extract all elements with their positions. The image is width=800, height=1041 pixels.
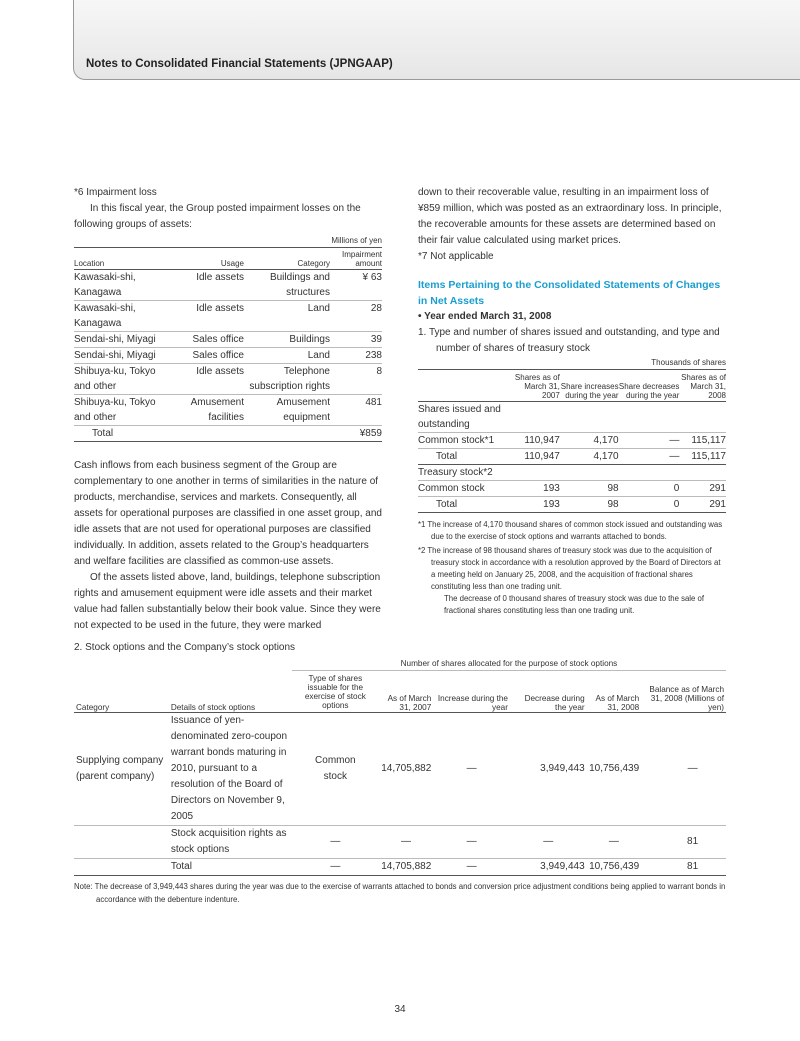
shares-col-label bbox=[418, 370, 509, 402]
shares-row-label: Common stock*1 bbox=[418, 435, 495, 446]
shares-row-value: — bbox=[669, 451, 680, 462]
impairment-para-2: Of the assets listed above, land, buildings, telephone subscription rights and amusement equipment were idle assets and their market value had fallen substantially below their book value. Since they were not expected to be used in the future, they were marked bbox=[74, 572, 381, 631]
shares-row-label: Shares issued and outstanding bbox=[418, 404, 501, 430]
impairment-para-continued: down to their recoverable value, resulting in an impairment loss of ¥859 million, which was posted as an extraordinary loss. In principle, the recoverable amounts for these assets are determined based on their fair value calculated using market prices. bbox=[418, 187, 722, 246]
imp-location: Kawasaki-shi, Kanagawa bbox=[74, 303, 136, 329]
so-row1-v3: 3,949,443 bbox=[540, 763, 585, 774]
table-row bbox=[418, 465, 726, 481]
col-impairment-amount: Impairment amount bbox=[341, 250, 382, 268]
shares-row-label: Common stock bbox=[418, 483, 485, 494]
shares-row-label: Total bbox=[436, 499, 458, 510]
so-total-v3: 3,949,443 bbox=[540, 861, 585, 872]
shares-row-value bbox=[509, 402, 560, 433]
so-row2-details: Stock acquisition rights as stock options bbox=[170, 828, 287, 855]
shares-row-value: 98 bbox=[607, 499, 619, 510]
shares-row-value: 98 bbox=[607, 483, 619, 494]
so-row1-type: Common stock bbox=[315, 755, 356, 782]
stock-options-section bbox=[74, 642, 726, 906]
imp-location: Sendai-shi, Miyagi bbox=[74, 334, 156, 345]
so-col-decrease: Decrease during the year bbox=[524, 694, 585, 712]
imp-category: Land bbox=[307, 350, 330, 361]
so-col-balance: Balance as of March 31, 2008 (Millions of yen) bbox=[649, 685, 724, 712]
imp-usage: Amusement facilities bbox=[190, 397, 244, 423]
shares-col-decrease: Share decreases during the year bbox=[618, 382, 680, 400]
imp-amount: 238 bbox=[365, 350, 382, 361]
imp-location: Shibuya-ku, Tokyo and other bbox=[74, 397, 156, 423]
shares-row-value bbox=[509, 465, 560, 481]
so-row2-v4: — bbox=[608, 836, 619, 847]
table-row bbox=[418, 497, 726, 513]
shares-row-value bbox=[619, 402, 680, 433]
shares-footnotes bbox=[418, 519, 726, 617]
footnote-2: *2 The increase of 98 thousand shares of treasury stock was due to the acquisition of treasury stock in accordance with a resolution approved by the Board of Directors at a meeting held on January 25, 2008, and the acquisition of fractional shares constituting less than one trading unit. bbox=[418, 546, 721, 591]
shares-row-value: 110,947 bbox=[524, 451, 560, 462]
imp-usage: Sales office bbox=[192, 334, 244, 345]
year-heading: • Year ended March 31, 2008 bbox=[418, 311, 552, 322]
imp-total-blank bbox=[244, 426, 330, 442]
table-row bbox=[418, 449, 726, 465]
page-number: 34 bbox=[394, 1004, 406, 1015]
imp-location: Shibuya-ku, Tokyo and other bbox=[74, 366, 156, 392]
imp-usage: Idle assets bbox=[196, 366, 244, 377]
impairment-para-1: Cash inflows from each business segment of the Group are complementary to one another in terms of similarities in the nature of products, merchandise, services and markets. Consequently, all assets for operational purposes are classified in one asset group, and idle assets that are not used for operational purposes are classified individually. In addition, assets related to the Group’s headquarters and welfare facilities are classified as common-use assets. bbox=[74, 460, 382, 567]
left-column bbox=[74, 185, 382, 634]
col-category: Category bbox=[297, 259, 330, 268]
shares-row-value: — bbox=[669, 435, 680, 446]
shares-row-value: 291 bbox=[709, 483, 726, 494]
so-row1-v2: — bbox=[466, 763, 477, 774]
stock-options-table bbox=[74, 659, 726, 876]
shares-col-2008: Shares as of March 31, 2008 bbox=[681, 373, 726, 400]
imp-amount: 481 bbox=[365, 397, 382, 408]
imp-usage: Idle assets bbox=[196, 272, 244, 283]
so-row2-v2: — bbox=[466, 836, 477, 847]
table-row bbox=[418, 433, 726, 449]
shares-row-value bbox=[560, 465, 619, 481]
table-row bbox=[74, 332, 382, 348]
so-row1-v1: 14,705,882 bbox=[381, 763, 432, 774]
so-total-v5: 81 bbox=[687, 861, 699, 872]
page-header-title: Notes to Consolidated Financial Statements (JPNGAAP) bbox=[86, 58, 393, 70]
col-location: Location bbox=[74, 259, 105, 268]
shares-row-value: 115,117 bbox=[691, 451, 726, 462]
impairment-units: Millions of yen bbox=[331, 236, 382, 245]
shares-row-value bbox=[679, 465, 726, 481]
shares-row-value: 0 bbox=[673, 483, 680, 494]
table-row bbox=[74, 364, 382, 395]
so-col-category: Category bbox=[76, 703, 110, 712]
shares-row-value: 193 bbox=[543, 499, 560, 510]
so-row2-type: — bbox=[330, 836, 341, 847]
imp-amount: 39 bbox=[370, 334, 382, 345]
shares-row-value: 0 bbox=[673, 499, 680, 510]
shares-row-label: Total bbox=[436, 451, 458, 462]
so-row1-v4: 10,756,439 bbox=[589, 763, 640, 774]
so-row2-v1: — bbox=[400, 836, 411, 847]
shares-row-value: 193 bbox=[543, 483, 560, 494]
table-row bbox=[74, 348, 382, 364]
shares-row-value: 110,947 bbox=[524, 435, 560, 446]
imp-total-value: ¥859 bbox=[359, 428, 382, 439]
table-row bbox=[418, 402, 726, 433]
section-title: Items Pertaining to the Consolidated Statements of Changes in Net Assets bbox=[418, 279, 721, 307]
note7: *7 Not applicable bbox=[418, 251, 494, 262]
shares-row-value bbox=[619, 465, 680, 481]
table-row bbox=[74, 826, 726, 859]
col-usage: Usage bbox=[220, 259, 244, 268]
shares-col-2007: Shares as of March 31, 2007 bbox=[514, 373, 560, 400]
shares-table bbox=[418, 369, 726, 513]
so-total-label: Total bbox=[170, 861, 192, 872]
shares-col-increase: Share increases during the year bbox=[560, 382, 619, 400]
imp-total-blank bbox=[169, 426, 244, 442]
table-row bbox=[74, 713, 726, 826]
footnote-1: *1 The increase of 4,170 thousand shares of common stock issued and outstanding was due to the exercise of stock options and warrants attached to bonds. bbox=[418, 520, 723, 541]
so-row1-details: Issuance of yen-denominated zero-coupon warrant bonds maturing in 2010, pursuant to a resolution of the Board of Directors on November 9, 2005 bbox=[170, 715, 288, 822]
note6-intro: In this fiscal year, the Group posted impairment losses on the following groups of assets: bbox=[74, 203, 361, 230]
note6-title: *6 Impairment loss bbox=[74, 187, 157, 198]
shares-row-label: Treasury stock*2 bbox=[418, 467, 493, 478]
imp-amount: 8 bbox=[376, 366, 382, 377]
so-total-v4: 10,756,439 bbox=[589, 861, 640, 872]
stock-options-note: Note: The decrease of 3,949,443 shares during the year was due to the exercise of warrants attached to bonds and conversion price adjustment conditions being applied to warrant bonds in accordance with the debenture indenture. bbox=[74, 882, 726, 904]
so-row1-v5: — bbox=[687, 763, 698, 774]
imp-total-label: Total bbox=[92, 428, 114, 439]
table-row bbox=[418, 481, 726, 497]
imp-category: Buildings and structures bbox=[269, 272, 330, 298]
so-row2-v5: 81 bbox=[687, 836, 699, 847]
imp-location: Sendai-shi, Miyagi bbox=[74, 350, 156, 361]
shares-row-value: 115,117 bbox=[691, 435, 726, 446]
item1-title: 1. Type and number of shares issued and outstanding, and type and number of shares of treasury stock bbox=[418, 327, 720, 354]
so-total-type: — bbox=[330, 861, 341, 872]
imp-amount: ¥ 63 bbox=[362, 272, 382, 283]
group-header: Number of shares allocated for the purpose of stock options bbox=[292, 659, 726, 671]
shares-row-value bbox=[679, 402, 726, 433]
so-col-2007: As of March 31, 2007 bbox=[387, 694, 432, 712]
table-row bbox=[74, 395, 382, 426]
table-row bbox=[74, 859, 726, 876]
imp-amount: 28 bbox=[370, 303, 382, 314]
imp-category: Buildings bbox=[289, 334, 330, 345]
shares-row-value bbox=[560, 402, 619, 433]
shares-row-value: 4,170 bbox=[593, 451, 619, 462]
so-row2-v3: — bbox=[543, 836, 554, 847]
shares-row-value: 4,170 bbox=[593, 435, 619, 446]
so-total-v2: — bbox=[466, 861, 477, 872]
imp-category: Telephone subscription rights bbox=[249, 366, 330, 392]
imp-usage: Idle assets bbox=[196, 303, 244, 314]
so-col-details: Details of stock options bbox=[170, 703, 256, 712]
so-col-increase: Increase during the year bbox=[437, 694, 508, 712]
shares-row-value: 291 bbox=[709, 499, 726, 510]
imp-category: Amusement equipment bbox=[276, 397, 330, 423]
stock-options-title: 2. Stock options and the Company’s stock options bbox=[74, 642, 296, 653]
so-col-2008: As of March 31, 2008 bbox=[595, 694, 640, 712]
so-row1-category: Supplying company (parent company) bbox=[76, 755, 164, 782]
shares-units: Thousands of shares bbox=[651, 358, 726, 367]
footnote-3: The decrease of 0 thousand shares of treasury stock was due to the sale of fractional shares constituting less than one trading unit. bbox=[444, 594, 705, 615]
imp-location: Kawasaki-shi, Kanagawa bbox=[74, 272, 136, 298]
table-row bbox=[74, 301, 382, 332]
table-row-total bbox=[74, 426, 382, 442]
impairment-table bbox=[74, 247, 382, 442]
right-column bbox=[418, 185, 726, 617]
imp-usage: Sales office bbox=[192, 350, 244, 361]
so-col-type: Type of shares issuable for the exercise of stock options bbox=[304, 674, 366, 710]
so-total-v1: 14,705,882 bbox=[381, 861, 432, 872]
table-row bbox=[74, 270, 382, 301]
imp-category: Land bbox=[307, 303, 330, 314]
